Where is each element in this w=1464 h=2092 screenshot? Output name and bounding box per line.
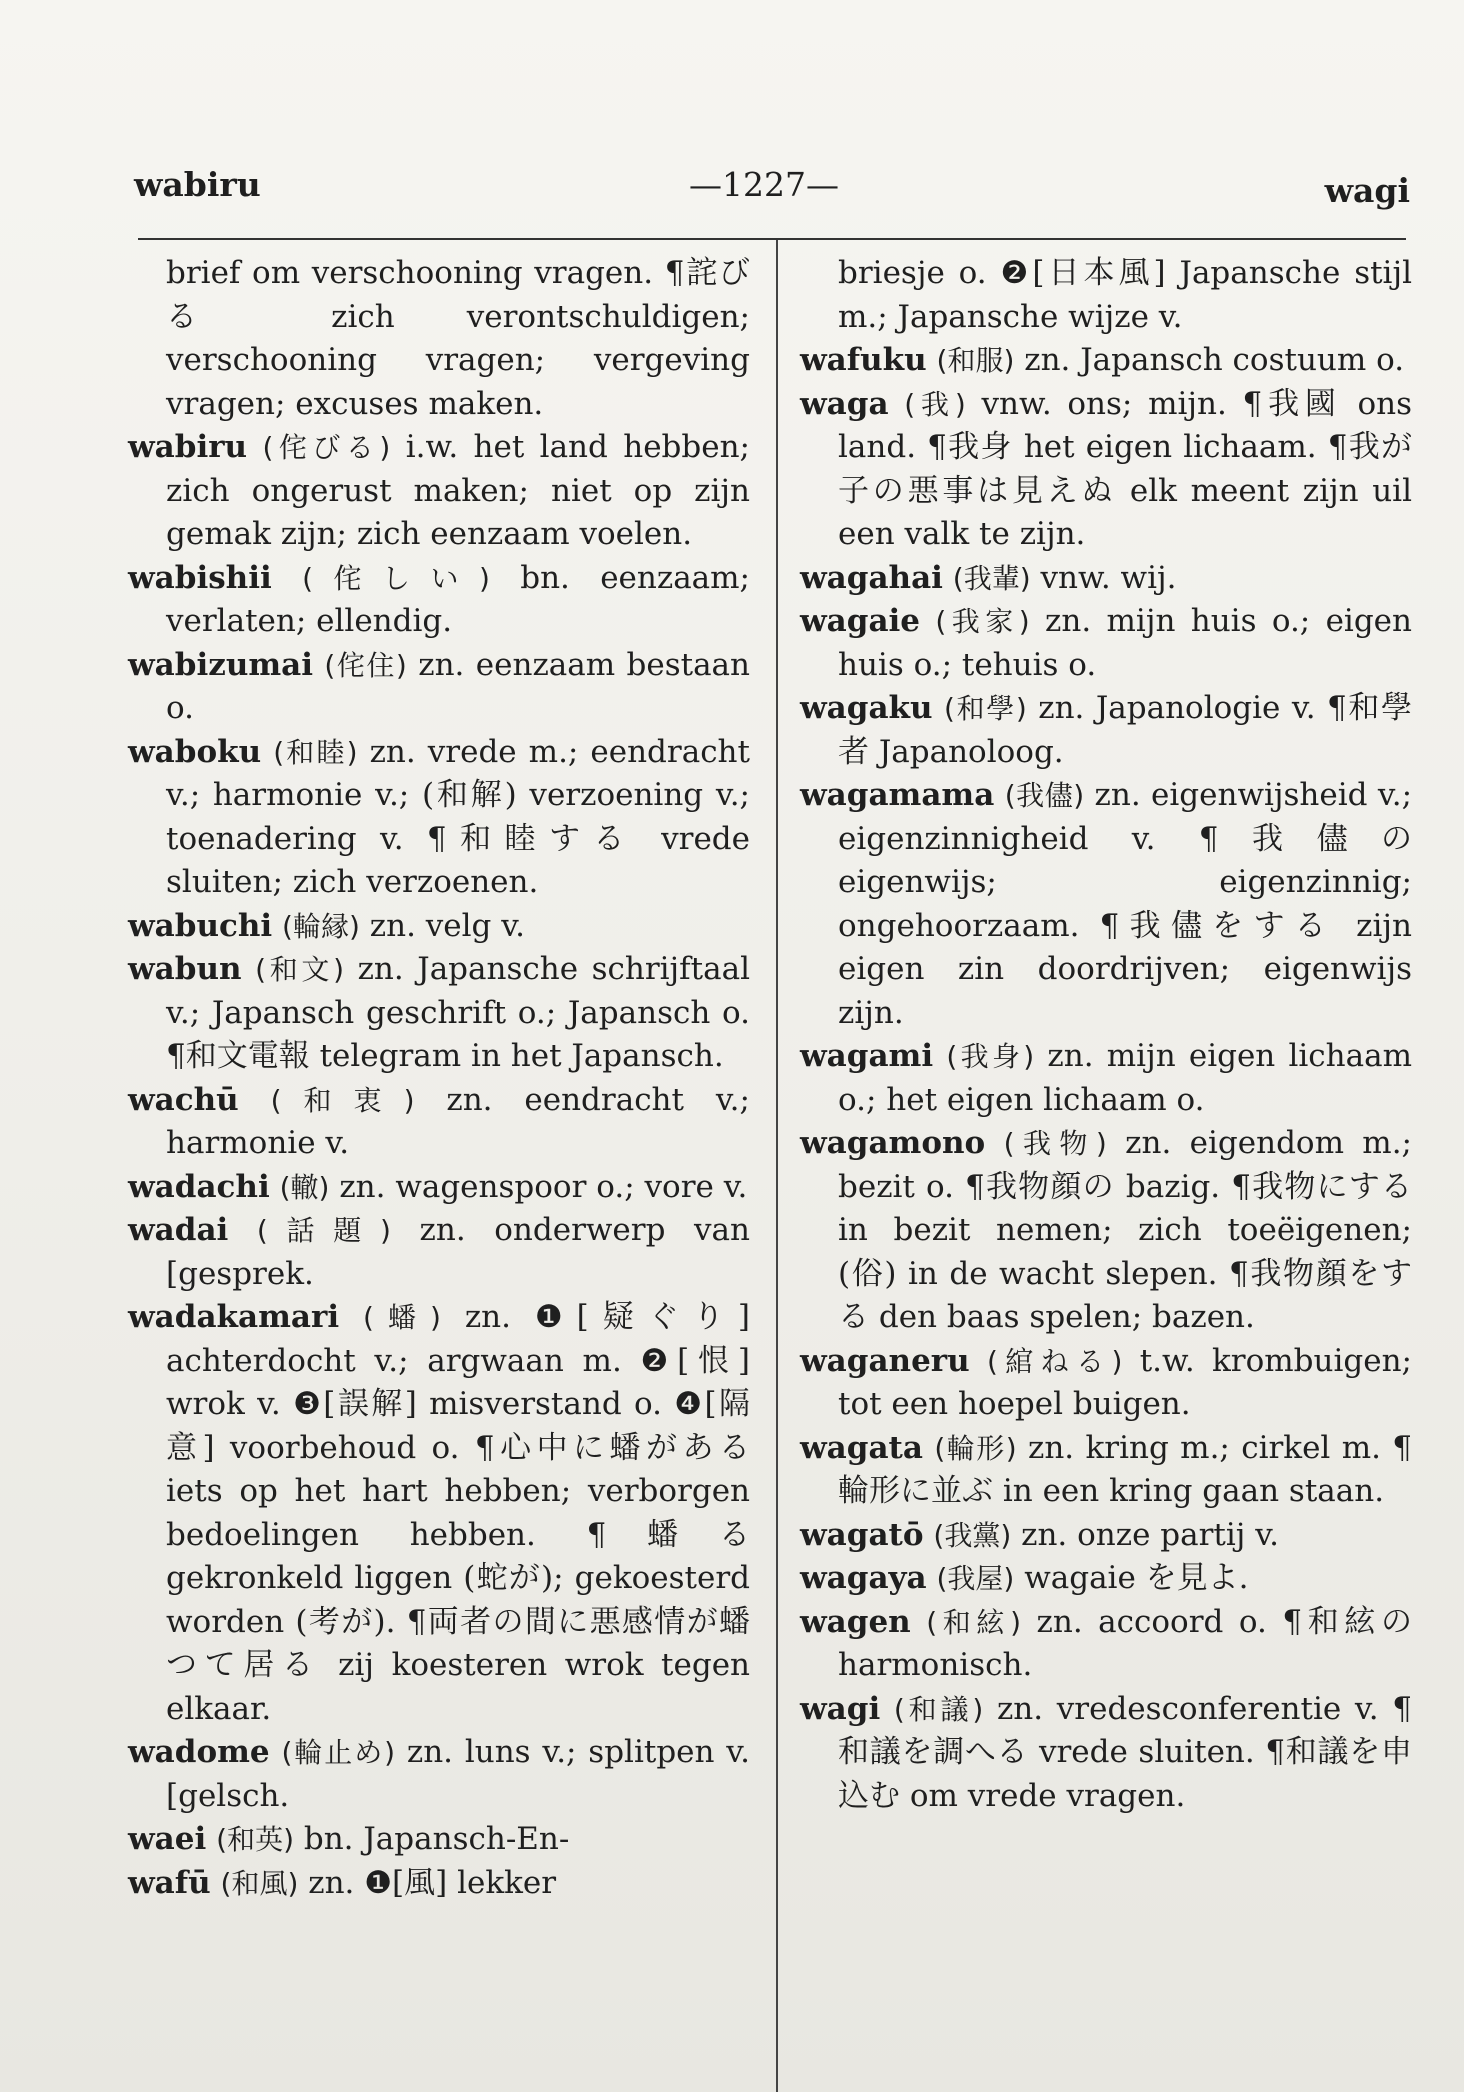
definition: bn. Japansch-En- — [303, 1821, 570, 1857]
definition: zn. eendracht v.; harmonie v. — [166, 1081, 750, 1161]
definition: zn. accoord o. ¶和絃の harmonisch. — [838, 1603, 1412, 1683]
kanji: (和絃) — [926, 1605, 1022, 1639]
right-column — [800, 252, 1412, 1818]
kanji: (綰ねる) — [986, 1344, 1123, 1378]
definition: zn. Japansche schrijftaal v.; Japansch geschrift o.; Japansch o. ¶和文電報 telegram in het Japansch. — [166, 951, 750, 1074]
dictionary-entry — [128, 644, 750, 731]
definition: zn. onderwerp van [gesprek. — [166, 1212, 750, 1292]
headword: wabuchi — [128, 907, 273, 944]
dictionary-entry — [128, 1166, 750, 1210]
kanji: (我屋) — [936, 1562, 1015, 1595]
headword: wadachi — [128, 1168, 270, 1205]
headword: wachū — [128, 1081, 239, 1118]
headword: wagahai — [800, 559, 943, 596]
kanji: (我儘) — [1004, 779, 1085, 812]
kanji: (我) — [904, 387, 966, 421]
dictionary-entry — [800, 1035, 1412, 1122]
kanji: (和議) — [893, 1692, 984, 1726]
headword: wabishii — [128, 559, 272, 596]
dictionary-entry — [128, 557, 750, 644]
definition: zn. vrede m.; eendracht v.; harmonie v.; (和解) verzoening v.; toenadering v. ¶和睦する vrede sluiten; zich verzoenen. — [166, 733, 750, 900]
column-divider — [776, 240, 778, 2092]
dictionary-entry — [800, 1601, 1412, 1688]
headword: wabun — [128, 951, 242, 987]
dictionary-entry — [800, 1688, 1412, 1819]
headword: wabiru — [128, 429, 248, 465]
headword: wagaya — [800, 1560, 927, 1596]
entry-continuation: brief om verschooning vragen. ¶詫びる zich verontschuldigen; verschooning vragen; vergeving vragen; excuses maken. — [166, 255, 750, 422]
kanji: (輪形) — [934, 1431, 1017, 1465]
definition: zn. luns v.; splitpen v. [gelsch. — [166, 1734, 750, 1814]
kanji: (我輩) — [952, 561, 1031, 595]
definition: zn. kring m.; cirkel m. ¶輪形に並ぶ in een kring gaan staan. — [838, 1429, 1413, 1509]
headword: wadome — [128, 1734, 270, 1770]
definition: zn. eenzaam bestaan o. — [166, 646, 750, 726]
headword: waga — [800, 385, 889, 422]
definition: bn. eenzaam; verlaten; ellendig. — [166, 559, 751, 639]
headword: wagamono — [800, 1125, 986, 1161]
definition: zn. ❶[疑ぐり] achterdocht v.; argwaan m. ❷[恨] wrok v. ❸[誤解] misverstand o. ❹[隔意] voorbehoud o. ¶心中に蟠がある iets op het hart hebben; verborgen bedoelingen hebben. ¶蟠る gekronkeld liggen (蛇が); gekoesterd worden (考が). ¶両者の間に悪感情が蟠つて居る zij koesteren wrok tegen elkaar. — [166, 1299, 750, 1727]
entry-continuation: briesje o. ❷[日本風] Japansche stijl m.; Japansche wijze v. — [838, 255, 1412, 335]
headword: wagaku — [800, 690, 933, 726]
headword: wagami — [800, 1038, 934, 1074]
headword: wabizumai — [128, 646, 314, 683]
kanji: (和風) — [220, 1866, 299, 1900]
definition: zn. Japanologie v. ¶和學者 Japanoloog. — [838, 690, 1412, 770]
kanji: (和文) — [255, 953, 345, 986]
kanji: (和學) — [944, 692, 1027, 725]
dictionary-entry — [800, 557, 1412, 601]
definition: zn. mijn eigen lichaam o.; het eigen lichaam o. — [838, 1038, 1412, 1118]
dictionary-entry — [128, 1209, 750, 1296]
headword: wagata — [800, 1429, 923, 1466]
dictionary-entry — [800, 339, 1412, 383]
dictionary-entry — [128, 948, 750, 1079]
headword: wagamama — [800, 777, 995, 813]
dictionary-entry — [800, 1122, 1412, 1340]
dictionary-entry — [128, 1862, 750, 1906]
headword: wagatō — [800, 1516, 924, 1553]
left-column — [128, 252, 750, 1905]
dictionary-entry — [128, 905, 750, 949]
kanji: (轍) — [279, 1170, 330, 1204]
kanji: (我家) — [935, 605, 1030, 638]
kanji: (我物) — [1003, 1127, 1107, 1160]
headword: waboku — [128, 733, 262, 770]
headword: wagaie — [800, 603, 921, 639]
dictionary-entry — [800, 687, 1412, 774]
definition: zn. vredesconferentie v. ¶和議を調へる vrede sluiten. ¶和議を申込む om vrede vragen. — [838, 1690, 1412, 1814]
dictionary-entry — [128, 1296, 750, 1731]
kanji: (蟠) — [363, 1301, 441, 1334]
kanji: (侘しい) — [302, 561, 490, 595]
kanji: (侘びる) — [262, 431, 391, 464]
kanji: (和英) — [216, 1823, 294, 1856]
headword: wadakamari — [128, 1299, 340, 1335]
dictionary-entry — [128, 731, 750, 905]
definition: wagaie を見よ. — [1024, 1560, 1249, 1596]
dictionary-entry — [128, 1731, 750, 1818]
definition: zn. onze partij v. — [1021, 1516, 1279, 1553]
kanji: (和服) — [936, 344, 1015, 377]
dictionary-entry — [128, 426, 750, 557]
right-guide-word: wagi — [1324, 171, 1410, 210]
kanji: (和睦) — [273, 735, 358, 769]
dictionary-entry — [800, 1427, 1412, 1514]
headword: wadai — [128, 1212, 229, 1248]
definition: zn. ❶[風] lekker — [308, 1864, 557, 1901]
kanji: (輪止め) — [281, 1736, 396, 1769]
definition: zn. mijn huis o.; eigen huis o.; tehuis o. — [838, 603, 1412, 683]
headword: wafuku — [800, 342, 927, 378]
dictionary-entry — [800, 383, 1412, 557]
dictionary-entry — [128, 1818, 750, 1862]
kanji: (和衷) — [270, 1083, 415, 1117]
definition: t.w. krombuigen; tot een hoepel buigen. — [838, 1342, 1412, 1422]
kanji: (侘住) — [324, 648, 407, 682]
definition: vnw. wij. — [1040, 559, 1177, 596]
header-rule — [138, 238, 1406, 240]
definition: zn. eigenwijsheid v.; eigenzinnigheid v. ¶我儘の eigenwijs; eigenzinnig; ongehoorzaam. ¶我儘をする zijn eigen zin doordrijven; eigenwijs zijn. — [838, 777, 1413, 1031]
definition: zn. wagenspoor o.; vore v. — [339, 1168, 748, 1205]
headword: waei — [128, 1821, 207, 1857]
definition: zn. Japansch costuum o. — [1024, 342, 1405, 378]
running-header — [134, 165, 1410, 215]
definition: i.w. het land hebben; zich ongerust maken; niet op zijn gemak zijn; zich eenzaam voelen. — [166, 429, 750, 552]
dictionary-entry — [800, 1514, 1412, 1558]
kanji: (我身) — [946, 1040, 1035, 1073]
kanji: (我黨) — [933, 1518, 1012, 1552]
kanji: (輪縁) — [282, 909, 360, 943]
definition: zn. eigendom m.; bezit o. ¶我物顔の bazig. ¶我物にする in bezit nemen; zich toeëigenen; (俗) in de wacht slepen. ¶我物顔をする den baas spelen; bazen. — [838, 1125, 1413, 1335]
page-number: —1227— — [689, 165, 839, 204]
headword: waganeru — [800, 1342, 970, 1379]
left-guide-word: wabiru — [134, 165, 261, 204]
dictionary-entry — [800, 600, 1412, 687]
headword: wafū — [128, 1864, 211, 1901]
headword: wagen — [800, 1603, 911, 1640]
definition: zn. velg v. — [369, 907, 525, 944]
dictionary-entry — [800, 1340, 1412, 1427]
definition: vnw. ons; mijn. ¶我國 ons land. ¶我身 het eigen lichaam. ¶我が子の悪事は見えぬ elk meent zijn uil een valk te zijn. — [838, 385, 1412, 552]
dictionary-entry — [800, 774, 1412, 1035]
headword: wagi — [800, 1690, 881, 1727]
dictionary-entry — [800, 1557, 1412, 1601]
dictionary-entry — [128, 1079, 750, 1166]
kanji: (話題) — [256, 1214, 391, 1247]
